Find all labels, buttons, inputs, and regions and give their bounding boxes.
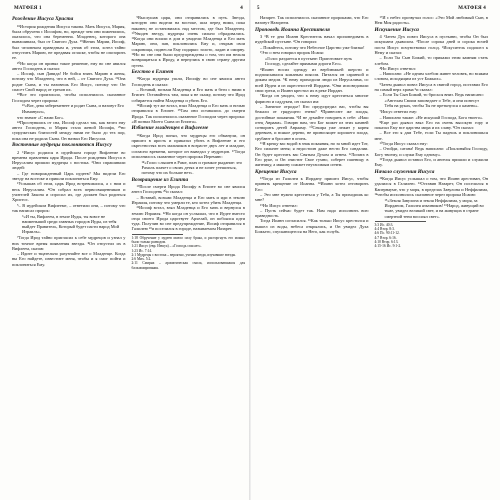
paragraph: 4 ¹Затем Дух повел Иисуса в пустыню, чтобы Он был искушаем дьяволом. ²После сорока дней и сорока ночей поста Иисус почувствовал голод. ³Искуситель подошел к Нему и сказал: [374, 34, 488, 55]
paragraph: – Вставай, возьми Младенца и Его мать и беги с ними в Египет. Оставайтесь там, пока я не скажу, потому что Ирод собирается найти Младенца и убить Его. [131, 87, 245, 103]
paragraph: ²²Все это произошло, чтобы исполнилось сказанное Господом через пророка: [12, 92, 126, 103]
footnote: 3:3 Ис. 40:3. [374, 222, 394, 227]
paragraph: – Если Ты Сын Божий, то бросься вниз. Ведь написано: [379, 92, 484, 98]
text-columns [12, 15, 245, 270]
paragraph: Назарет. Так исполнилось сказанное пророками, что Его назовут Назореем. [255, 15, 369, 26]
paragraph: Тогда Иоанн согласился. ¹⁶Как только Иисус крестился и вышел из воды, небеса открылись, и Он увидел Духа Божьего, спускающегося на Него, как голубь. [255, 218, 369, 234]
section-heading: Избиение младенцев в Вифлееме [131, 125, 209, 132]
text-column-1 [12, 15, 126, 270]
running-head-page-number: 4 [240, 6, 243, 11]
text-column-2 [375, 15, 489, 249]
paragraph: что значит «С нами Бог». [17, 114, 65, 120]
paragraph: – Змеиное отродье! Кто предупредил вас, чтобы вы бежали от грядущего гнева? ⁸Принесите же плоды, достойные покаяния. ⁹И не думайте говорить в себе: «Наш отец Авраам». Говорю вам, что Бог может из этих камней сотворить детей Аврааму. ¹⁰Секира уже лежит у корня деревьев, и всякое дерево, не приносящее хорошего плода, срубают и бросают в огонь. [255, 103, 369, 141]
paragraph: ⁵Затем дьявол повел Иисуса в святой город, поставил Его на самый верх храма ⁶и сказал: [374, 81, 488, 93]
footnote: 4:7 Втор. 6:16. [374, 235, 397, 240]
section-heading: Проповедь Иоанна Крестителя [255, 26, 330, 33]
footnote: 2:6 Мих. 5:2. [131, 257, 152, 262]
poetry-quote: ⁶«И ты, Вифлеем, в земле Иуды, ты вовсе не наименьший среди главных городов Иуды, из тебя выйдет Правитель, Который будет пасти народ Мой Израиль». [22, 213, 120, 235]
paragraph: – Вставай, возьми Младенца и Его мать и иди в землю Израиля, потому что умерли те, кто хотел убить Младенца. [131, 194, 245, 205]
paragraph: 3 ¹В те дни Иоанн Креститель начал проповедовать в иудейской пустыне. ²Он говорил: [255, 34, 369, 45]
paragraph: ⁷Иисус ответил ему: [379, 109, 418, 115]
running-head-title: МАТФЕЯ 4 [458, 6, 486, 11]
poetry-quote: ²³«Вот, дева забеременеет и родит Сына, и назовут Его Иммануил», [22, 103, 124, 114]
paragraph: ¹⁵Но Иисус ответил: [260, 202, 298, 208]
footnote-rule [132, 234, 183, 235]
paragraph: ⁴Иоанн носил одежду из верблюжьей шерсти и подпоясывался кожаным поясом. Питался он саранчой и диким медом. ⁵К нему приходили люди из Иерусалима, со всей Иудеи и из окрестностей Иордана. ⁶Они исповедовали свои грехи, и Иоанн крестил их в реке Иордан. [255, 66, 369, 94]
section-heading: Бегство в Египет [131, 68, 174, 75]
paragraph: ¹⁹После смерти Ирода Иосифу в Египте во сне явился ангел Господень ²⁰и сказал: [131, 184, 245, 195]
footnote: 4:10 Втор. 6:13. [374, 240, 399, 245]
paragraph: – Отойди, сатана! Ведь написано: «Поклоняйся Господу, Богу твоему, и служи Ему одному». [374, 146, 488, 157]
paragraph: – Написано: «Не одним хлебом живет человек, но всяким словом, исходящим из уст Божьих». [374, 71, 488, 82]
paragraph: – Если Ты Сын Божий, то прикажи этим камням стать хлебом. [374, 55, 488, 66]
paragraph: – Все это я дам Тебе, если Ты падешь и поклонишься мне. [374, 130, 488, 141]
footnote: 2:1 Мудрецы с востока – вероятно, ученые люди, изучавшие звезды. [131, 252, 236, 257]
paragraph: ¹²Когда Иисус услышал о том, что Иоанн арестован, Он удалился в Галилею. ¹³Оставив Назарет, Он поселился в Капернауме, что у моря, в пределах Завулона и Неффалима, ¹⁴чтобы исполнилось сказанное через пророка Исаию: [374, 176, 488, 197]
section-heading: Крещение Иисуса [255, 168, 297, 175]
footnote: 2:11 Смирна – ароматическая смола, использовавшаяся для бальзамирования. [131, 261, 245, 270]
section-heading: Искушение Иисуса [374, 26, 419, 33]
paragraph: ⁹Выслушав царя, они отправились в путь. Звезда, которую они видели на востоке, шла перед ними, пока наконец не остановилась над местом, где был Младенец. ¹⁰Увидев звезду, мудрецы очень сильно обрадовались. ¹¹Когда они вошли в дом и увидели Младенца и Его мать Марию, они, пав, поклонились Ему и, открыв свои сокровища, поднесли Ему подарки: золото, ладан и смирну. ¹²Но во сне они были предупреждены о том, что им нельзя возвращаться к Ироду, и вернулись в свою страну другим путем. [131, 15, 245, 68]
footnote: 1:21 Иисус (евр. Иешуа) – «Господь спасает». [131, 244, 202, 249]
paragraph: ²¹Иосиф встал, взял Младенца и Его мать и вернулся в землю Израиля. ²²Но когда он услышал, что в Иудее вместо отца своего Ирода царствует Архелай, он побоялся идти туда. Получив во сне предупреждение, Иосиф отправился в Галилею ²³и поселился в городе, называемом Назарет. [131, 205, 245, 232]
paragraph: 2 ¹Иисус родился в иудейском городе Вифлееме во времена правления царя Ирода. После рождения Иисуса в Иерусалим пришли мудрецы с востока. ²Они спрашивали людей: [12, 149, 126, 171]
poetry-quote: «Ангелам Своим заповедает о Тебе, и они понесут Тебя на руках, чтобы Ты не преткнулся о камень». [384, 98, 480, 109]
footnote: 4:15-16 Ис. 9:1-2. [374, 244, 402, 249]
section-heading: Восточные мудрецы поклоняются Иисусу [12, 142, 112, 149]
paragraph: ⁵– В иудейском Вифлееме, – ответили они, – потому что так написал пророк: [12, 202, 126, 213]
paragraph: ¹¹Я крещу вас водой в знак покаяния, но за мной идет Тот, Кто сильнее меня; я недостоин даже нести Его сандалии. Он будет крестить вас Святым Духом и огнем. ¹²Лопата в Его руке, и Он очистит Свое гумно, соберет пшеницу в житницу, а мякину сожжет неугасимым огнем. [255, 141, 369, 168]
running-head [255, 6, 488, 15]
text-column-1 [255, 15, 369, 249]
paragraph: – Это мне нужно креститься у Тебя, а Ты приходишь ко мне? [255, 191, 369, 203]
footnote: 1:18 Обручение у иудеев имело силу брака, и расторгнуть его можно было только разводом. [131, 235, 245, 244]
poetry-quote: ¹⁵«Земля Завулона и земля Неффалима, у моря, за Иорданом, Галилея язычников! ¹⁶Народ, живущий во тьме, увидел великий свет, и на живущих в стране смертной тени воссиял свет». [384, 197, 484, 219]
paragraph: ¹⁸История рождения Иисуса такова. Мать Иисуса, Мария, была обручена с Иосифом, но, прежде чем они поженились, оказалось, что она беременна. Младенец, которого она вынашивала, был от Святого Духа. ¹⁹Жених Марии, Иосиф, был человеком праведным и, узнав об этом, хотел тайно отпустить Марию, не предавая огласке, чтобы не опозорить ее. [12, 23, 126, 61]
paragraph: ¹⁰Тогда Иисус сказал ему: [379, 141, 428, 147]
paragraph: ²⁰Но когда он принял такое решение, ему во сне явился ангел Господень и сказал: [12, 60, 126, 71]
paragraph: – Покайтесь, потому что Небесное Царство уже близко! [260, 44, 365, 50]
text-columns [255, 15, 488, 249]
paragraph: ¹⁷И с небес прозвучал голос: «Это Мой любимый Сын, в Нем Моя радость». [374, 15, 488, 26]
paragraph: ³Услышав об этом, царь Ирод встревожился, а с ним и весь Иерусалим. ⁴Он собрал всех первосвященников и учителей Закона и спросил их, где должен был родиться Христос. [12, 181, 126, 203]
paragraph: ⁷Когда он увидел, что к нему идут креститься многие фарисеи и саддукеи, он сказал им: [255, 93, 369, 104]
paragraph: ³Это о нем говорил пророк Исаия: [260, 49, 324, 55]
paragraph: ¹³Когда мудрецы ушли, Иосифу во сне явился ангел Господень и сказал: [131, 76, 245, 87]
section-heading: Рождение Иисуса Христа [12, 16, 74, 22]
paragraph: – Иосиф, сын Давида! Не бойся взять Марию в жены, потому что Младенец, что в ней, – от Святого Духа. ²¹Она родит Сына, и ты назовешь Его Иисус, потому что Он спасет Свой народ от грехов их. [12, 71, 126, 93]
paragraph: ⁴Но Иисус ответил: [379, 65, 416, 71]
paragraph: – Написано также: «Не искушай Господа, Бога твоего». [379, 114, 484, 120]
running-head-title: МАТФЕЯ 1 [14, 6, 42, 11]
footnote: 4:6 Пс. 90:11-12. [374, 231, 400, 236]
paragraph: ¹³Тогда из Галилеи к Иордану пришел Иисус, чтобы принять крещение от Иоанна. ¹⁴Иоанн хотел отговорить Его: [255, 176, 369, 192]
poetry-quote: «Голос раздается в пустыне: Приготовьте путь Господу, сделайте прямыми дороги Его». [265, 55, 353, 67]
footnote: 1:23 Ис. 7:14. [131, 248, 153, 253]
right-page [250, 0, 500, 500]
section-heading: Возвращение из Египта [131, 176, 189, 183]
section-heading: Начало служения Иисуса [374, 168, 435, 175]
footnote: 4:4 Втор. 8:3. [374, 227, 395, 232]
running-head [12, 6, 245, 15]
paragraph: – Пусть сейчас будет так. Нам надо исполнить всю праведность. [255, 207, 369, 219]
paragraph: ¹⁶Когда Ирод понял, что мудрецы его обманули, он пришел в ярость и приказал убить в Вифлееме и его окрестностях всех мальчиков в возрасте двух лет и младше, согласно времени, которое он выведал у мудрецов. ¹⁷Тогда исполнилось сказанное через пророка Иеремию: [131, 132, 245, 159]
running-head-page-number: 5 [257, 6, 260, 11]
paragraph: ⁷Тогда Ирод тайно пригласил к себе мудрецов и узнал у них точное время появления звезды. ⁸Он отпустил их в Вифлеем, сказав: [12, 235, 126, 251]
paragraph: – Идите и тщательно разузнайте все о Младенце. Когда вы Его найдете, известите меня, чтобы и я смог пойти и поклониться Ему. [12, 251, 126, 267]
poetry-quote: ¹⁸«Голос слышен в Раме, плач и громкое рыдание: это Рахиль плачет о своих детях и не хочет утешиться, потому что их больше нет». [141, 159, 243, 176]
footnote-rule [375, 221, 426, 222]
paragraph: ¹¹Тогда дьявол оставил Его, и ангелы пришли и служили Ему. [374, 156, 488, 168]
paragraph: ¹⁴Иосиф тут же встал, взял Младенца и Его мать и ночью отправился в Египет. ¹⁵Там они оставались до смерти Ирода. Так исполнилось сказанное Господом через пророка: «Я позвал Моего Сына из Египта». [131, 102, 245, 124]
paragraph: ⁸Еще раз дьявол взял Его на очень высокую гору и показал Ему все царства мира и их славу. ⁹Он сказал: [374, 119, 488, 131]
paragraph: – Где новорожденный Царь иудеев? Мы видели Его звезду на востоке и пришли поклониться Ему. [12, 170, 126, 182]
paragraph: ²⁴Проснувшись от сна, Иосиф сделал так, как велел ему ангел Господень, и Мария стала женой Иосифа, ²⁵но супружеских близостей между ними не было до тех пор, пока она не родила Сына. Он назвал Его Иисусом. [12, 119, 126, 141]
text-column-2 [132, 15, 246, 270]
